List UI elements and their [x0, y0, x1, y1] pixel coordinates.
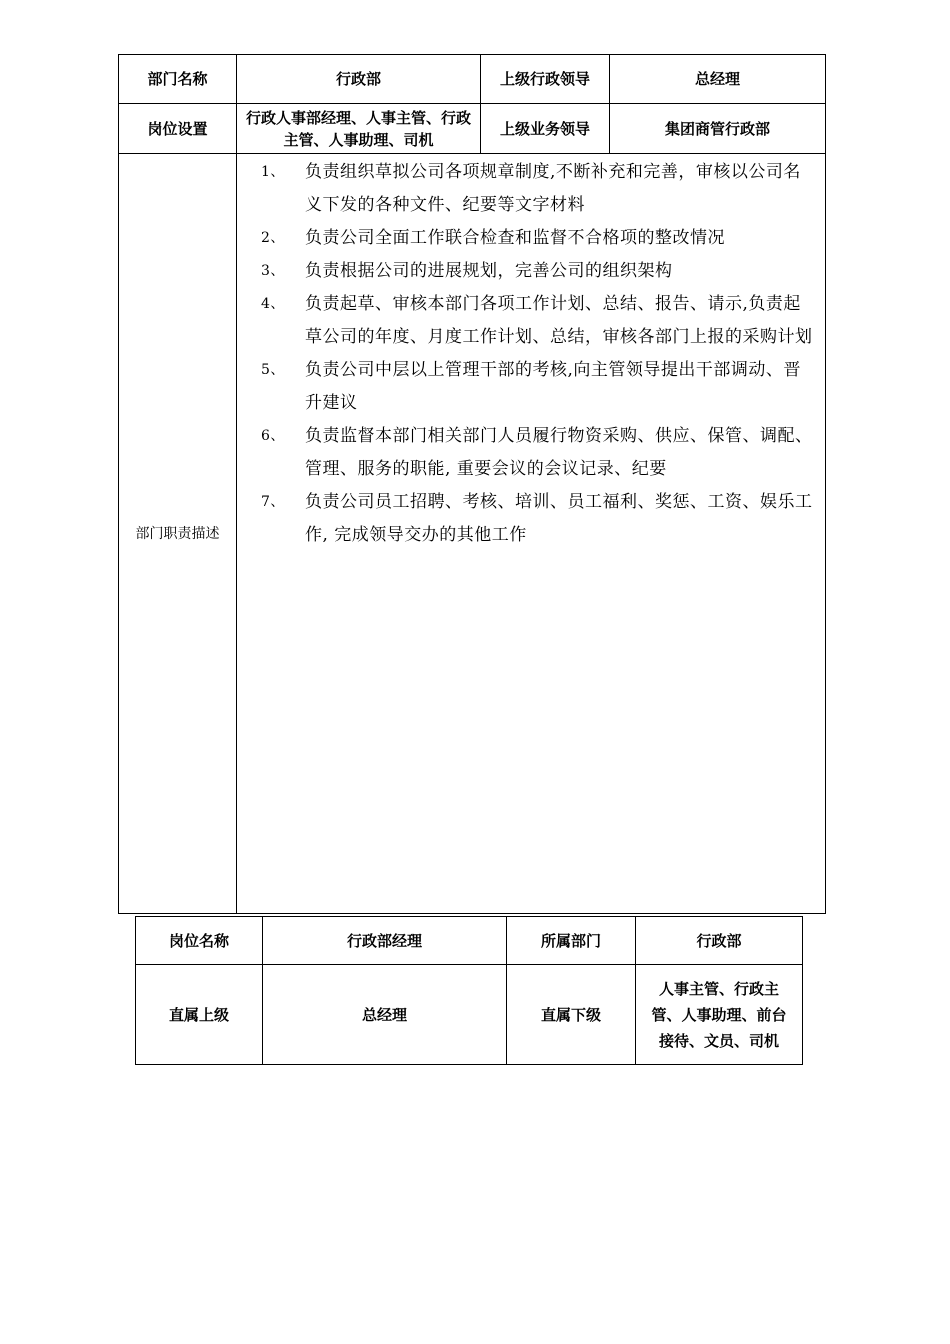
position-info-table	[135, 916, 803, 1065]
duty-text: 负责起草、审核本部门各项工作计划、总结、报告、请示,负责起草公司的年度、月度工作计划、总结，审核各部门上报的采购计划	[305, 294, 813, 347]
dept-name-label: 部门名称	[119, 55, 237, 104]
duty-item	[261, 255, 815, 288]
duty-text: 负责公司中层以上管理干部的考核,向主管领导提出干部调动、晋升建议	[305, 360, 801, 413]
duty-number: 3、	[261, 263, 285, 279]
position-name-value: 行政部经理	[263, 917, 507, 965]
dept-name-value: 行政部	[237, 55, 481, 104]
superior-label: 直属上级	[136, 965, 263, 1065]
duty-item	[261, 486, 815, 552]
duty-number: 7、	[261, 494, 285, 510]
duty-item	[261, 222, 815, 255]
duty-number: 1、	[261, 164, 285, 180]
department-label: 所属部门	[507, 917, 636, 965]
superior-value: 总经理	[263, 965, 507, 1065]
duty-text: 负责根据公司的进展规划，完善公司的组织架构	[305, 261, 673, 281]
subordinates-value: 人事主管、行政主管、人事助理、前台接待、文员、司机	[636, 965, 803, 1065]
subordinates-label: 直属下级	[507, 965, 636, 1065]
duty-number: 2、	[261, 230, 285, 246]
positions-label: 岗位设置	[119, 104, 237, 154]
department-info-table	[118, 54, 826, 914]
duty-number: 4、	[261, 296, 285, 312]
duty-item	[261, 288, 815, 354]
duty-number: 6、	[261, 428, 285, 444]
duties-label: 部门职责描述	[119, 154, 237, 914]
duties-list	[237, 154, 825, 552]
duties-cell	[237, 154, 826, 914]
duty-item	[261, 354, 815, 420]
duty-text: 负责公司全面工作联合检查和监督不合格项的整改情况	[305, 228, 725, 248]
admin-leader-value: 总经理	[610, 55, 826, 104]
duty-item	[261, 420, 815, 486]
business-leader-value: 集团商管行政部	[610, 104, 826, 154]
duty-number: 5、	[261, 362, 285, 378]
duty-text: 负责组织草拟公司各项规章制度,不断补充和完善，审核以公司名义下发的各种文件、纪要等文字材料	[305, 162, 801, 215]
business-leader-label: 上级业务领导	[481, 104, 610, 154]
department-value: 行政部	[636, 917, 803, 965]
duty-item	[261, 156, 815, 222]
position-name-label: 岗位名称	[136, 917, 263, 965]
duty-text: 负责监督本部门相关部门人员履行物资采购、供应、保管、调配、管理、服务的职能, 重要会议的会议记录、纪要	[305, 426, 813, 479]
admin-leader-label: 上级行政领导	[481, 55, 610, 104]
positions-value: 行政人事部经理、人事主管、行政主管、人事助理、司机	[237, 104, 481, 154]
duty-text: 负责公司员工招聘、考核、培训、员工福利、奖惩、工资、娱乐工作, 完成领导交办的其他工作	[305, 492, 813, 545]
